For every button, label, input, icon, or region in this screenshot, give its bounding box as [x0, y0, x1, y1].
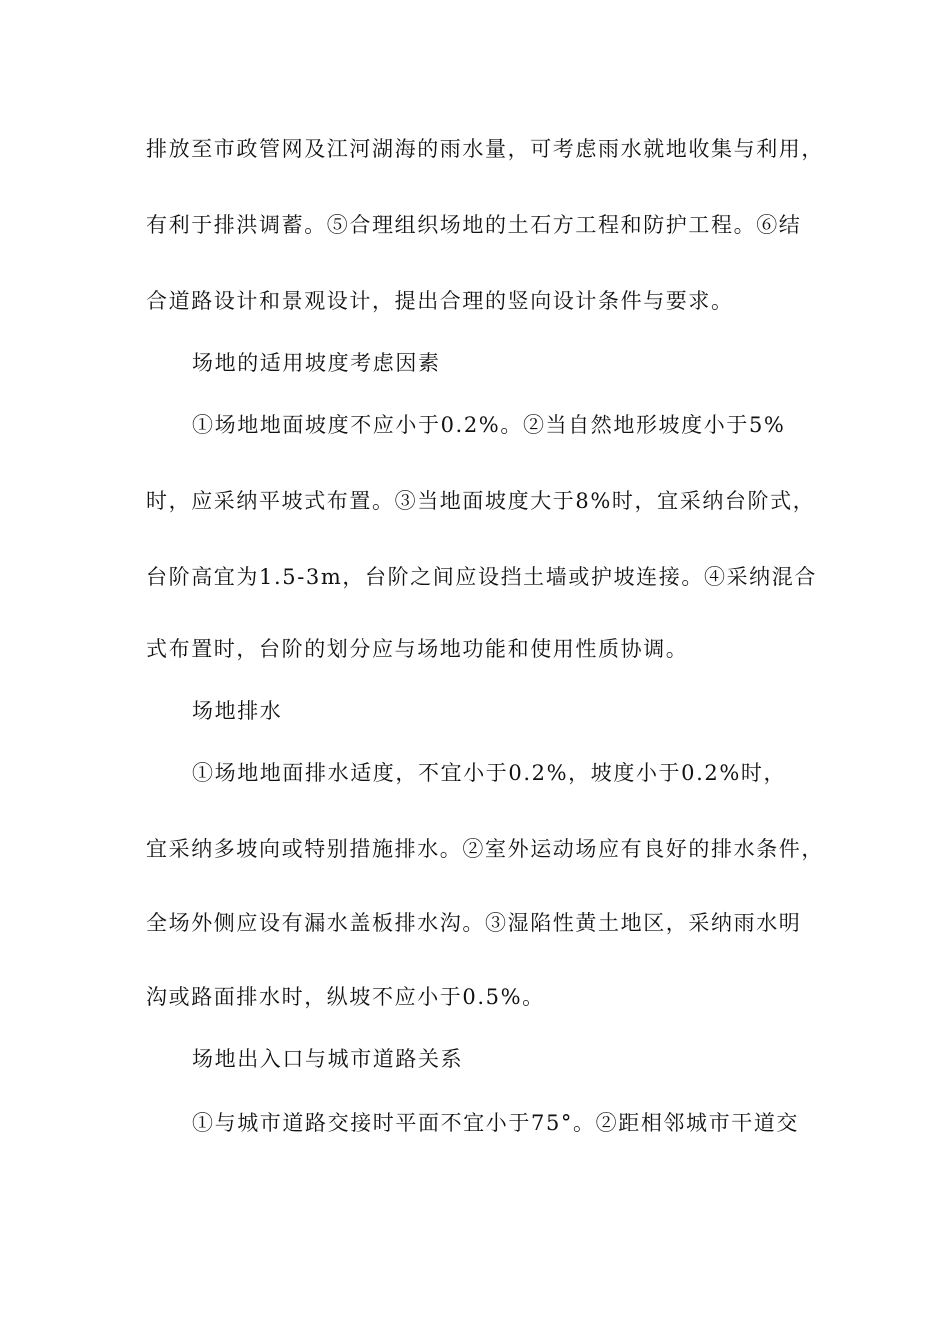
body-paragraph-line: ①场地地面坡度不应小于0.2%。②当自然地形坡度小于5%: [192, 413, 786, 437]
body-paragraph-line: ①场地地面排水适度，不宜小于0.2%，坡度小于0.2%时，: [192, 761, 787, 785]
body-paragraph-line: 宜采纳多坡向或特别措施排水。②室外运动场应有良好的排水条件，: [146, 837, 824, 861]
body-paragraph-line: ①与城市道路交接时平面不宜小于75°。②距相邻城市干道交: [192, 1111, 800, 1135]
body-paragraph-line: 全场外侧应设有漏水盖板排水沟。③湿陷性黄土地区，采纳雨水明: [146, 911, 802, 935]
body-paragraph-line: 台阶高宜为1.5-3m，台阶之间应设挡土墙或护坡连接。④采纳混合: [146, 565, 817, 589]
body-paragraph-line: 有利于排洪调蓄。⑤合理组织场地的土石方工程和防护工程。⑥结: [146, 213, 802, 237]
section-heading: 场地的适用坡度考虑因素: [192, 351, 441, 375]
body-paragraph-line: 合道路设计和景观设计，提出合理的竖向设计条件与要求。: [146, 289, 734, 313]
body-paragraph-line: 排放至市政管网及江河湖海的雨水量，可考虑雨水就地收集与利用，: [146, 137, 824, 161]
body-paragraph-line: 时，应采纳平坡式布置。③当地面坡度大于8%时，宜采纳台阶式，: [146, 489, 816, 513]
body-paragraph-line: 沟或路面排水时，纵坡不应小于0.5%。: [146, 985, 545, 1009]
body-paragraph-line: 式布置时，台阶的划分应与场地功能和使用性质协调。: [146, 637, 689, 661]
section-heading: 场地排水: [192, 699, 283, 723]
section-heading: 场地出入口与城市道路关系: [192, 1047, 464, 1071]
